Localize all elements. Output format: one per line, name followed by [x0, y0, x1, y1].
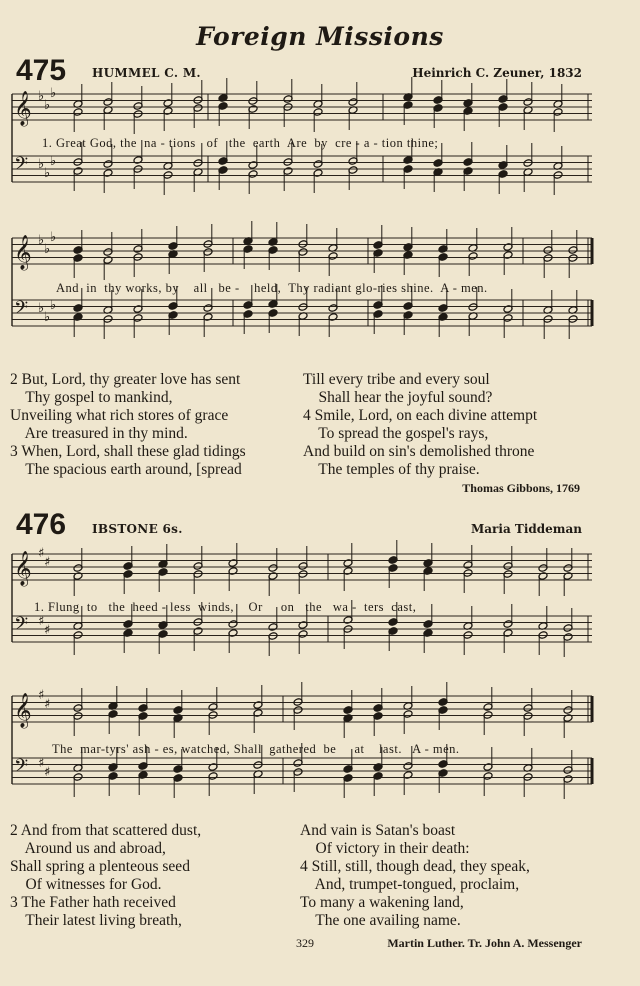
verse-line: Their latest living breath, [10, 912, 182, 929]
verse-line: And, trumpet-tongued, proclaim, [300, 876, 520, 893]
key-signature-icon: ♭ [50, 86, 57, 101]
verse-line: To spread the gospel's rays, [303, 425, 489, 442]
verse-line: 4 Still, still, though dead, they speak, [300, 858, 530, 875]
key-signature-icon: ♭ [50, 298, 57, 313]
hymn-number: 476 [16, 508, 67, 541]
key-signature-icon: ♯ [44, 623, 51, 638]
verse-line: 2 And from that scattered dust, [10, 822, 202, 839]
lyric-line: 1. Flung to the heed - less winds, Or on the wa - ters cast, [34, 600, 417, 614]
key-signature-icon: ♭ [38, 301, 45, 316]
verse-line: Unveiling what rich stores of grace [10, 407, 229, 424]
key-signature-icon: ♭ [44, 242, 51, 257]
verses-left [10, 371, 246, 479]
key-signature-icon: ♯ [38, 614, 45, 629]
key-signature-icon: ♭ [38, 233, 45, 248]
verse-line: Shall spring a plenteous seed [10, 858, 190, 875]
treble-clef-icon: 𝄞 [14, 235, 32, 270]
key-signature-icon: ♭ [44, 310, 51, 325]
verse-line: Of witnesses for God. [10, 876, 162, 893]
key-signature-icon: ♭ [38, 157, 45, 172]
page-title: Foreign Missions [196, 22, 444, 51]
translator-credit: Martin Luther. Tr. John A. Messenger [387, 936, 582, 950]
key-signature-icon: ♯ [44, 555, 51, 570]
key-signature-icon: ♭ [38, 89, 45, 104]
key-signature-icon: ♯ [38, 756, 45, 771]
key-signature-icon: ♭ [50, 154, 57, 169]
tune-name: IBSTONE 6s. [92, 522, 183, 536]
verse-line: And vain is Satan's boast [300, 822, 456, 839]
bass-clef-icon: 𝄢 [14, 614, 29, 639]
verse-line: 2 But, Lord, thy greater love has sent [10, 371, 241, 388]
verse-line: Shall hear the joyful sound? [303, 389, 493, 406]
treble-clef-icon: 𝄞 [14, 693, 32, 728]
verse-line: And build on sin's demolished throne [303, 443, 535, 460]
verse-line: 3 When, Lord, shall these glad tidings [10, 443, 246, 460]
composer: Heinrich C. Zeuner, 1832 [412, 66, 582, 80]
verse-line: Thy gospel to mankind, [10, 389, 173, 406]
key-signature-icon: ♯ [44, 697, 51, 712]
key-signature-icon: ♯ [38, 688, 45, 703]
verse-line: 3 The Father hath received [10, 894, 176, 911]
verses-right [300, 822, 530, 930]
verse-line: To many a wakening land, [300, 894, 464, 911]
lyric-line: The mar-tyrs' ash - es, watched, Shall gathered be at last. A - men. [52, 742, 460, 756]
treble-clef-icon: 𝄞 [14, 91, 32, 126]
key-signature-icon: ♭ [44, 166, 51, 181]
verses-left [10, 822, 201, 930]
verse-line: Around us and abroad, [10, 840, 166, 857]
verses-right [303, 371, 537, 479]
tune-name: HUMMEL C. M. [92, 66, 201, 80]
page-number: 329 [296, 936, 314, 950]
key-signature-icon: ♯ [44, 765, 51, 780]
verse-line: Are treasured in thy mind. [10, 425, 188, 442]
verse-line: Till every tribe and every soul [303, 371, 490, 388]
bass-clef-icon: 𝄢 [14, 298, 29, 323]
key-signature-icon: ♭ [44, 98, 51, 113]
key-signature-icon: ♯ [38, 546, 45, 561]
verse-line: The spacious earth around, [spread [10, 461, 242, 478]
lyric-line: 1. Great God, the na - tions of the earth Are by cre - a - tion thine; [42, 136, 439, 150]
bass-clef-icon: 𝄢 [14, 756, 29, 781]
composer: Maria Tiddeman [471, 522, 582, 536]
verse-line: 4 Smile, Lord, on each divine attempt [303, 407, 538, 424]
key-signature-icon: ♭ [50, 230, 57, 245]
hymn-number: 475 [16, 54, 67, 87]
bass-clef-icon: 𝄢 [14, 154, 29, 179]
verse-line: Of victory in their death: [300, 840, 470, 857]
verse-line: The one availing name. [300, 912, 461, 929]
author-credit: Thomas Gibbons, 1769 [462, 481, 580, 495]
lyric-line: And in thy works, by all be - held, Thy radiant glo-ries shine. A - men. [56, 281, 488, 295]
treble-clef-icon: 𝄞 [14, 551, 32, 586]
verse-line: The temples of thy praise. [303, 461, 480, 478]
